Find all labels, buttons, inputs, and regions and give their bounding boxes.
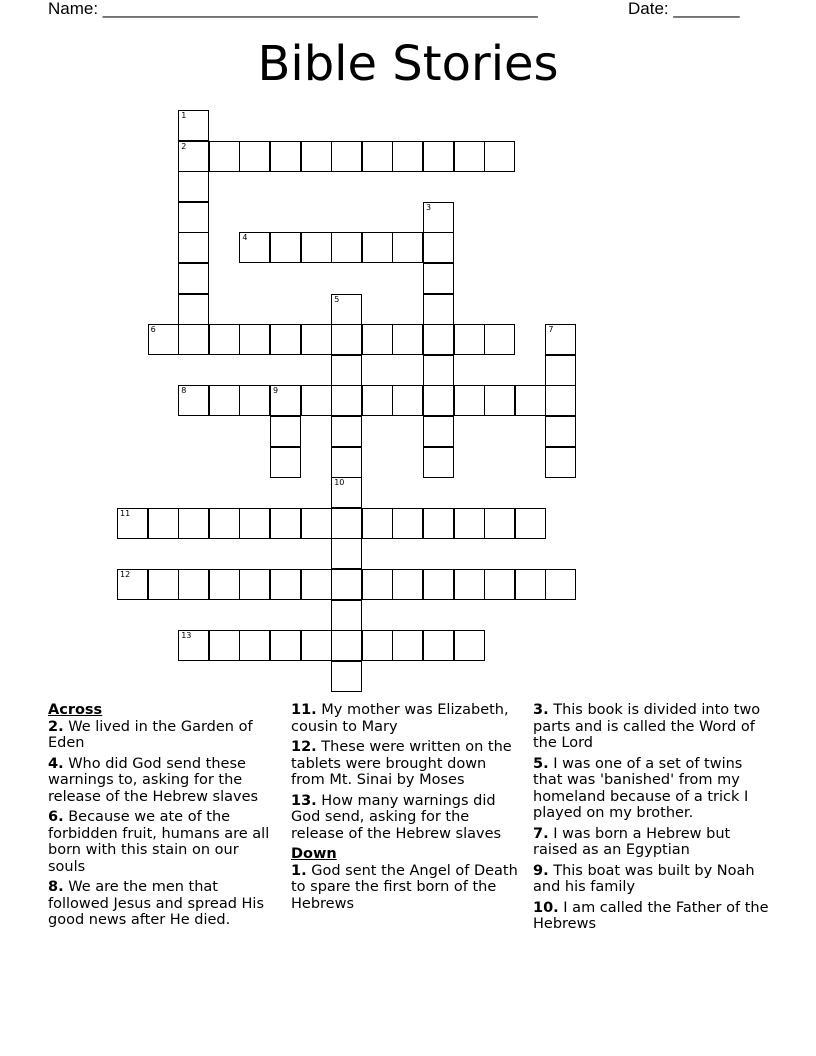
clue-down-5 [533, 756, 773, 822]
clue-down-1 [291, 863, 523, 913]
crossword-cell[interactable] [148, 324, 179, 355]
clue-number: 3. [533, 702, 549, 718]
clue-column-2 [291, 702, 523, 916]
crossword-cell[interactable] [331, 447, 362, 478]
crossword-cell[interactable] [423, 630, 454, 661]
clue-text: I was born a Hebrew but raised as an Egyptian [533, 825, 731, 858]
crossword-cell[interactable] [362, 569, 393, 600]
crossword-cell[interactable] [239, 508, 270, 539]
crossword-cell[interactable] [545, 569, 576, 600]
crossword-cell[interactable] [423, 141, 454, 172]
cell-number: 4 [242, 233, 248, 243]
crossword-cell[interactable] [423, 416, 454, 447]
name-line: Name: ______________________________________________ [48, 0, 538, 18]
crossword-cell[interactable] [331, 355, 362, 386]
crossword-cell[interactable] [545, 416, 576, 447]
crossword-cell[interactable] [331, 232, 362, 263]
crossword-cell[interactable] [331, 141, 362, 172]
crossword-cell[interactable] [423, 508, 454, 539]
crossword-cell[interactable] [392, 630, 423, 661]
crossword-cell[interactable] [454, 630, 485, 661]
crossword-cell[interactable] [362, 324, 393, 355]
across-heading: Across [48, 702, 103, 718]
crossword-cell[interactable] [423, 385, 454, 416]
clue-down-9 [533, 863, 773, 896]
crossword-cell[interactable] [209, 141, 240, 172]
clue-across-6 [48, 809, 280, 875]
crossword-cell[interactable] [331, 508, 362, 539]
clue-text: This boat was built by Noah and his family [533, 862, 755, 895]
clue-text: These were written on the tablets were brought down from Mt. Sinai by Moses [291, 739, 512, 788]
crossword-cell[interactable] [270, 141, 301, 172]
crossword-cell[interactable] [545, 385, 576, 416]
clue-number: 10. [533, 899, 559, 916]
cell-number: 6 [150, 325, 156, 335]
crossword-cell[interactable] [178, 569, 209, 600]
crossword-cell[interactable] [392, 141, 423, 172]
crossword-cell[interactable] [423, 569, 454, 600]
crossword-cell[interactable] [423, 232, 454, 263]
clue-column-1 [48, 702, 280, 933]
clue-number: 12. [291, 739, 317, 755]
crossword-cell[interactable] [423, 294, 454, 325]
cell-number: 1 [181, 111, 187, 120]
crossword-cell[interactable] [270, 416, 301, 447]
page-title: Bible Stories [257, 36, 559, 92]
clue-number: 2. [48, 718, 64, 735]
crossword-cell[interactable] [301, 569, 332, 600]
crossword-cell[interactable] [178, 508, 209, 539]
crossword-cell[interactable] [484, 324, 515, 355]
clue-number: 4. [48, 755, 64, 772]
crossword-cell[interactable] [270, 324, 301, 355]
crossword-cell[interactable] [515, 385, 546, 416]
crossword-cell[interactable] [423, 355, 454, 386]
crossword-cell[interactable] [331, 538, 362, 569]
crossword-cell[interactable] [239, 385, 270, 416]
crossword-cell[interactable] [545, 355, 576, 386]
crossword-cell[interactable] [178, 202, 209, 233]
clue-number: 9. [533, 862, 549, 879]
crossword-cell[interactable] [178, 232, 209, 263]
cell-number: 9 [273, 386, 279, 396]
crossword-cell[interactable] [484, 569, 515, 600]
clue-text: My mother was Elizabeth, cousin to Mary [291, 702, 509, 735]
crossword-cell[interactable] [209, 508, 240, 539]
crossword-cell[interactable] [515, 508, 546, 539]
crossword-cell[interactable] [545, 447, 576, 478]
clue-number: 11. [291, 702, 317, 718]
clue-text: We lived in the Garden of Eden [48, 718, 253, 751]
crossword-cell[interactable] [301, 232, 332, 263]
cell-number: 13 [181, 631, 192, 641]
crossword-cell[interactable] [117, 508, 148, 539]
crossword-cell[interactable] [331, 630, 362, 661]
crossword-cell[interactable] [178, 324, 209, 355]
crossword-cell[interactable] [423, 447, 454, 478]
crossword-cell[interactable] [545, 324, 576, 355]
crossword-cell[interactable] [454, 508, 485, 539]
crossword-cell[interactable] [239, 569, 270, 600]
crossword-cell[interactable] [392, 324, 423, 355]
clue-text: How many warnings did God send, asking for the release of the Hebrew slaves [291, 792, 502, 842]
crossword-cell[interactable] [117, 569, 148, 600]
clue-down-10 [533, 900, 773, 933]
crossword-cell[interactable] [270, 385, 301, 416]
clue-text: This book is divided into two parts and is called the Word of the Lord [533, 702, 761, 751]
clue-number: 8. [48, 879, 64, 895]
crossword-cell[interactable] [392, 232, 423, 263]
clue-number: 1. [291, 862, 307, 879]
clue-number: 13. [291, 792, 317, 809]
crossword-cell[interactable] [301, 324, 332, 355]
date-line: Date: _______ [628, 0, 740, 18]
crossword-cell[interactable] [178, 385, 209, 416]
clue-column-3 [533, 702, 773, 937]
crossword-cell[interactable] [484, 508, 515, 539]
crossword-cell[interactable] [239, 630, 270, 661]
crossword-cell[interactable] [331, 416, 362, 447]
clue-down-7 [533, 826, 773, 859]
crossword-cell[interactable] [270, 232, 301, 263]
crossword-cell[interactable] [362, 385, 393, 416]
crossword-cell[interactable] [454, 324, 485, 355]
crossword-cell[interactable] [239, 232, 270, 263]
crossword-cell[interactable] [362, 232, 393, 263]
crossword-cell[interactable] [239, 324, 270, 355]
crossword-cell[interactable] [209, 324, 240, 355]
crossword-cell[interactable] [362, 141, 393, 172]
crossword-cell[interactable] [331, 569, 362, 600]
cell-number: 10 [334, 478, 345, 488]
crossword-cell[interactable] [454, 385, 485, 416]
crossword-cell[interactable] [454, 141, 485, 172]
crossword-cell[interactable] [301, 141, 332, 172]
cell-number: 3 [426, 202, 432, 212]
crossword-cell[interactable] [484, 385, 515, 416]
clue-down-3 [533, 702, 773, 752]
down-heading: Down [291, 846, 337, 862]
cell-number: 2 [181, 141, 187, 151]
crossword-cell[interactable] [362, 508, 393, 539]
cell-number: 7 [548, 325, 554, 335]
clue-across-2 [48, 719, 280, 752]
crossword-cell[interactable] [148, 569, 179, 600]
crossword-cell[interactable] [331, 385, 362, 416]
crossword-cell[interactable] [454, 569, 485, 600]
crossword-cell[interactable] [301, 385, 332, 416]
clue-number: 6. [48, 809, 64, 825]
crossword-cell[interactable] [423, 263, 454, 294]
clue-text: Because we ate of the forbidden fruit, humans are all born with this stain on our souls [48, 809, 270, 875]
crossword-cell[interactable] [515, 569, 546, 600]
crossword-cell[interactable] [270, 569, 301, 600]
clue-number: 5. [533, 755, 549, 772]
cell-number: 12 [120, 570, 131, 579]
clue-text: Who did God send these warnings to, asking for the release of the Hebrew slaves [48, 755, 259, 805]
crossword-cell[interactable] [392, 508, 423, 539]
crossword-cell[interactable] [301, 508, 332, 539]
crossword-cell[interactable] [423, 324, 454, 355]
cell-number: 8 [181, 386, 187, 396]
crossword-cell[interactable] [209, 630, 240, 661]
crossword-cell[interactable] [209, 569, 240, 600]
crossword-cell[interactable] [301, 630, 332, 661]
crossword-cell[interactable] [484, 141, 515, 172]
clue-across-8 [48, 879, 280, 929]
crossword-cell[interactable] [331, 661, 362, 692]
crossword-cell[interactable] [270, 508, 301, 539]
crossword-cell[interactable] [178, 294, 209, 325]
clue-across-4 [48, 756, 280, 806]
crossword-cell[interactable] [148, 508, 179, 539]
cell-number: 5 [334, 294, 340, 304]
clue-across-13 [291, 793, 523, 843]
crossword-cell[interactable] [331, 600, 362, 631]
clue-text: I was one of a set of twins that was 'banished' from my homeland because of a trick I played on my brother. [533, 755, 749, 821]
crossword-cell[interactable] [178, 110, 209, 141]
crossword-cell[interactable] [178, 171, 209, 202]
crossword-cell[interactable] [270, 630, 301, 661]
crossword-cell[interactable] [178, 263, 209, 294]
clue-text: I am called the Father of the Hebrews [533, 899, 769, 932]
clue-text: We are the men that followed Jesus and spread His good news after He died. [48, 879, 264, 928]
crossword-cell[interactable] [178, 630, 209, 661]
clue-number: 7. [533, 825, 549, 842]
crossword-cell[interactable] [239, 141, 270, 172]
clue-across-12 [291, 739, 523, 789]
clue-text: God sent the Angel of Death to spare the first born of the Hebrews [291, 862, 518, 912]
clue-across-11 [291, 702, 523, 735]
crossword-cell[interactable] [392, 569, 423, 600]
crossword-cell[interactable] [270, 447, 301, 478]
crossword-cell[interactable] [331, 477, 362, 508]
crossword-cell[interactable] [362, 630, 393, 661]
crossword-cell[interactable] [331, 294, 362, 325]
cell-number: 11 [120, 508, 131, 518]
crossword-cell[interactable] [392, 385, 423, 416]
crossword-cell[interactable] [331, 324, 362, 355]
crossword-cell[interactable] [209, 385, 240, 416]
crossword-cell[interactable] [423, 202, 454, 233]
crossword-cell[interactable] [178, 141, 209, 172]
